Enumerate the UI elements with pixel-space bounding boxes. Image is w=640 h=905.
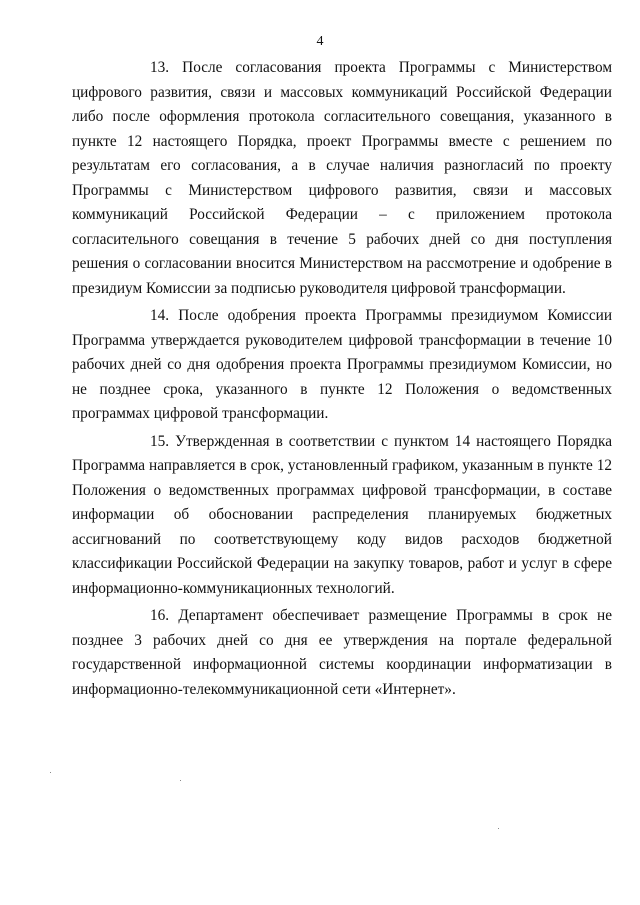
paragraph-text: После согласования проекта Программы с Министерством цифрового развития, связи и массовых коммуникаций Российской Федерации либо после оформления протокола согласительного совещания, указанного в пункте 12 настоящего Порядка, проект Программы вместе с решением по результатам его согласования, а в случае наличия разногласий по проекту Программы с Министерством цифрового развития, связи и массовых коммуникаций Российской Федерации – с приложением протокола согласительного совещания в течение 5 рабочих дней со дня поступления решения о согласовании вносится Министерством на рассмотрение и одобрение в президиум Комиссии за подписью руководителя цифровой трансформации.: [72, 59, 612, 297]
paragraph-text: Утвержденная в соответствии с пунктом 14 настоящего Порядка Программа направляется в срок, установленный графиком, указанным в пункте 12 Положения о ведомственных программах цифровой трансформации, в составе информации об обосновании распределения планируемых бюджетных ассигнований по соответствующему коду видов расходов бюджетной классификации Российской Федерации на закупку товаров, работ и услуг в сфере информационно-коммуникационных технологий.: [72, 432, 612, 597]
paragraph-number: 16.: [150, 607, 170, 624]
paragraph-text: Департамент обеспечивает размещение Программы в срок не позднее 3 рабочих дней со дня ее утверждения на портале федеральной государственной информационной системы координации информатизации в информационно-телекоммуникационной сети «Интернет».: [72, 607, 613, 698]
paragraph-13: [72, 56, 612, 301]
paragraph-number: 13.: [150, 59, 170, 76]
scan-speck: [50, 772, 51, 773]
scan-speck: [180, 780, 181, 781]
paragraph-14: [72, 304, 612, 427]
document-body: [72, 56, 612, 705]
paragraph-text: После одобрения проекта Программы президиумом Комиссии Программа утверждается руководителем цифровой трансформации в течение 10 рабочих дней со дня одобрения проекта Программы президиумом Комиссии, но не позднее срока, указанного в пункте 12 Положения о ведомственных программах цифровой трансформации.: [72, 307, 613, 422]
paragraph-16: [72, 604, 612, 702]
scan-speck: [498, 828, 499, 829]
paragraph-number: 15.: [150, 432, 170, 450]
paragraph-15: [72, 430, 612, 602]
page-number: 4: [316, 34, 324, 49]
paragraph-number: 14.: [150, 307, 170, 324]
